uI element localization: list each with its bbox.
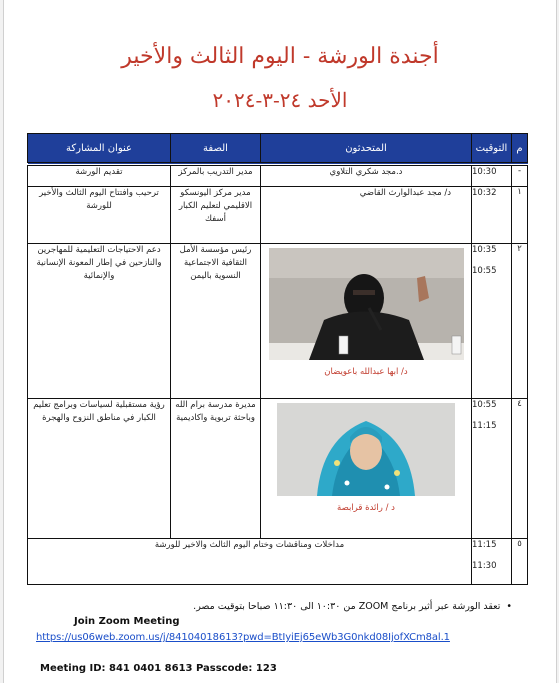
- row-topic: ترحيب وافتتاح اليوم الثالث والأخير للورشة: [28, 186, 171, 243]
- row-topic: دعم الاحتياجات التعليمية للمهاجرين والنازحين في إطار المعونة الإنسانية والإنمائية: [28, 243, 171, 398]
- row-time-end: 11:30: [472, 560, 497, 571]
- row-speaker-cell: [261, 243, 472, 398]
- row-time-cell: [472, 243, 512, 398]
- table-row: [28, 164, 528, 186]
- bullet-icon: •: [506, 601, 512, 612]
- row-time-start: 10:55: [472, 399, 497, 410]
- row-role: مدير مركز اليونسكو الاقليمي لتعليم الكبار أسفك: [171, 186, 261, 243]
- speaker-photo: [277, 403, 455, 496]
- speaker-caption: د / رائدة قرابصة: [337, 502, 395, 513]
- speaker-photo: [269, 248, 464, 360]
- row-time-start: 10:35: [472, 244, 497, 255]
- header-speakers: المتحدثون: [261, 134, 472, 165]
- row-speaker: د.مجد شكري التلاوي: [261, 164, 472, 186]
- header-time: التوقيت: [472, 134, 512, 165]
- zoom-meeting-link[interactable]: https://us06web.zoom.us/j/84104018613?pwd=BtIyiEj65eWb3G0nkd08IjofXCm8al.1: [36, 632, 450, 643]
- row-time-end: 10:55: [472, 265, 497, 276]
- header-topic: عنوان المشاركة: [28, 134, 171, 165]
- row-role: رئيس مؤسسة الأمل الثقافية الاجتماعية النسوية باليمن: [171, 243, 261, 398]
- row-role: مدير التدريب بالمركز: [171, 164, 261, 186]
- speaker-caption: د/ ابها عبدالله باعويضان: [324, 366, 408, 377]
- row-number: ١: [512, 186, 528, 243]
- zoom-note-text: تعقد الورشة عبر أثير برنامج ZOOM من ١٠:٣٠ الى ١١:٣٠ صباحا بتوقيت مصر.: [193, 601, 501, 612]
- row-closing-session: مداخلات ومناقشات وختام اليوم الثالث والاخير للورشة: [28, 538, 472, 584]
- agenda-date: الأحد ٢٤-٣-٢٠٢٤: [212, 88, 348, 112]
- agenda-title: أجندة الورشة - اليوم الثالث والأخير: [121, 44, 439, 69]
- meeting-id-passcode: Meeting ID: 841 0401 8613 Passcode: 123: [40, 663, 277, 674]
- row-time-cell: [472, 538, 512, 584]
- table-row: [28, 186, 528, 243]
- row-speaker-cell: [261, 398, 472, 538]
- row-time: 10:32: [472, 186, 512, 243]
- table-row: [28, 243, 528, 398]
- row-number: ٢: [512, 243, 528, 398]
- row-time-cell: [472, 398, 512, 538]
- zoom-note: [193, 601, 512, 612]
- agenda-table: [27, 133, 528, 585]
- row-number: ٤: [512, 398, 528, 538]
- row-number: ٥: [512, 538, 528, 584]
- row-topic: تقديم الورشة: [28, 164, 171, 186]
- header-role: الصفة: [171, 134, 261, 165]
- speaker-photo-image: [269, 248, 464, 360]
- header-no: م: [512, 134, 528, 165]
- join-zoom-label: Join Zoom Meeting: [74, 616, 180, 627]
- row-speaker: د/ مجد عبدالوارث القاضي: [261, 186, 472, 243]
- table-row: [28, 538, 528, 584]
- row-time-start: 11:15: [472, 539, 497, 550]
- row-topic: رؤية مستقبلية لسياسات وبرامج تعليم الكبار في مناطق النزوح والهجرة: [28, 398, 171, 538]
- row-number: -: [512, 164, 528, 186]
- table-row: [28, 398, 528, 538]
- speaker-photo-image: [277, 403, 455, 496]
- row-time-end: 11:15: [472, 420, 497, 431]
- row-time: 10:30: [472, 164, 512, 186]
- table-header-row: [28, 134, 528, 165]
- row-role: مديرة مدرسة برام الله وباحثة تربوية واكاديمية: [171, 398, 261, 538]
